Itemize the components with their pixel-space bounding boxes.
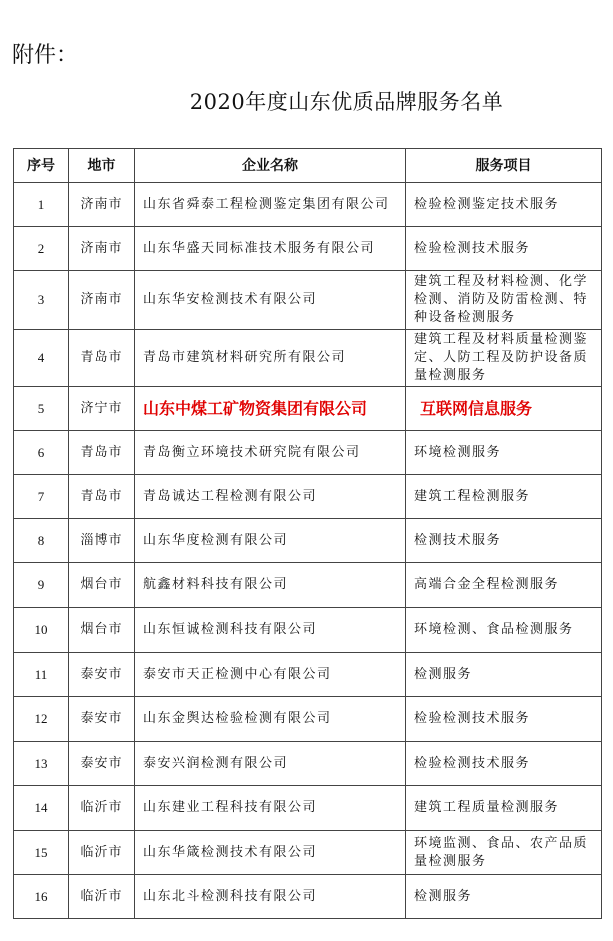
row-company: 青岛诚达工程检测有限公司 [135, 475, 406, 519]
row-service: 检验检测鉴定技术服务 [406, 183, 602, 227]
table-row [14, 519, 602, 563]
table-row [14, 697, 602, 742]
row-company: 山东北斗检测科技有限公司 [135, 875, 406, 919]
table-row [14, 183, 602, 227]
row-company: 山东华盛天同标准技术服务有限公司 [135, 227, 406, 271]
row-service: 检验检测技术服务 [406, 742, 602, 786]
header-no: 序号 [14, 149, 69, 183]
table-row [14, 271, 602, 330]
row-service: 环境监测、食品、农产品质量检测服务 [406, 831, 602, 875]
row-number: 6 [14, 431, 69, 475]
table-row [14, 475, 602, 519]
row-number: 7 [14, 475, 69, 519]
row-service: 建筑工程及材料检测、化学检测、消防及防雷检测、特种设备检测服务 [406, 271, 602, 330]
row-city: 济宁市 [69, 387, 135, 431]
row-number: 13 [14, 742, 69, 786]
row-company: 山东华安检测技术有限公司 [135, 271, 406, 330]
row-city: 临沂市 [69, 875, 135, 919]
row-city: 青岛市 [69, 330, 135, 387]
row-company: 航鑫材料科技有限公司 [135, 563, 406, 608]
row-city: 青岛市 [69, 475, 135, 519]
row-company: 泰安兴润检测有限公司 [135, 742, 406, 786]
row-city: 淄博市 [69, 519, 135, 563]
table-row [14, 227, 602, 271]
row-company: 山东中煤工矿物资集团有限公司 [135, 387, 406, 431]
row-number: 11 [14, 653, 69, 697]
header-service: 服务项目 [406, 149, 602, 183]
row-city: 临沂市 [69, 831, 135, 875]
row-service: 建筑工程质量检测服务 [406, 786, 602, 831]
brand-list-table [13, 148, 602, 919]
row-city: 烟台市 [69, 608, 135, 653]
row-number: 1 [14, 183, 69, 227]
row-company: 青岛市建筑材料研究所有限公司 [135, 330, 406, 387]
row-number: 3 [14, 271, 69, 330]
row-number: 10 [14, 608, 69, 653]
table-row [14, 875, 602, 919]
document-title: 2020年度山东优质品牌服务名单 [189, 90, 504, 114]
row-company: 山东省舜泰工程检测鉴定集团有限公司 [135, 183, 406, 227]
row-number: 4 [14, 330, 69, 387]
row-service: 检验检测技术服务 [406, 227, 602, 271]
row-city: 泰安市 [69, 697, 135, 742]
row-number: 15 [14, 831, 69, 875]
table-row [14, 653, 602, 697]
row-company: 山东华度检测有限公司 [135, 519, 406, 563]
row-city: 济南市 [69, 227, 135, 271]
row-number: 8 [14, 519, 69, 563]
attachment-label: 附件： [12, 43, 79, 68]
table-row [14, 831, 602, 875]
header-company: 企业名称 [135, 149, 406, 183]
row-company: 泰安市天正检测中心有限公司 [135, 653, 406, 697]
row-city: 济南市 [69, 183, 135, 227]
row-number: 16 [14, 875, 69, 919]
row-company: 山东恒诚检测科技有限公司 [135, 608, 406, 653]
row-company: 青岛衡立环境技术研究院有限公司 [135, 431, 406, 475]
row-city: 临沂市 [69, 786, 135, 831]
row-service: 高端合金全程检测服务 [406, 563, 602, 608]
table-row [14, 742, 602, 786]
row-service: 互联网信息服务 [406, 387, 602, 431]
row-service: 检测服务 [406, 653, 602, 697]
row-city: 济南市 [69, 271, 135, 330]
table-row [14, 330, 602, 387]
row-company: 山东金舆达检验检测有限公司 [135, 697, 406, 742]
row-service: 环境检测、食品检测服务 [406, 608, 602, 653]
row-city: 青岛市 [69, 431, 135, 475]
row-number: 2 [14, 227, 69, 271]
row-service: 检验检测技术服务 [406, 697, 602, 742]
table-row [14, 563, 602, 608]
row-service: 检测技术服务 [406, 519, 602, 563]
row-company: 山东华箴检测技术有限公司 [135, 831, 406, 875]
row-number: 9 [14, 563, 69, 608]
row-city: 泰安市 [69, 653, 135, 697]
row-service: 检测服务 [406, 875, 602, 919]
table-header-row [14, 149, 602, 183]
row-number: 12 [14, 697, 69, 742]
row-service: 建筑工程检测服务 [406, 475, 602, 519]
table-row [14, 431, 602, 475]
row-city: 烟台市 [69, 563, 135, 608]
row-number: 14 [14, 786, 69, 831]
row-service: 建筑工程及材料质量检测鉴定、人防工程及防护设备质量检测服务 [406, 330, 602, 387]
row-number: 5 [14, 387, 69, 431]
table-row [14, 387, 602, 431]
table-row [14, 786, 602, 831]
row-city: 泰安市 [69, 742, 135, 786]
table-row [14, 608, 602, 653]
row-company: 山东建业工程科技有限公司 [135, 786, 406, 831]
header-city: 地市 [69, 149, 135, 183]
row-service: 环境检测服务 [406, 431, 602, 475]
